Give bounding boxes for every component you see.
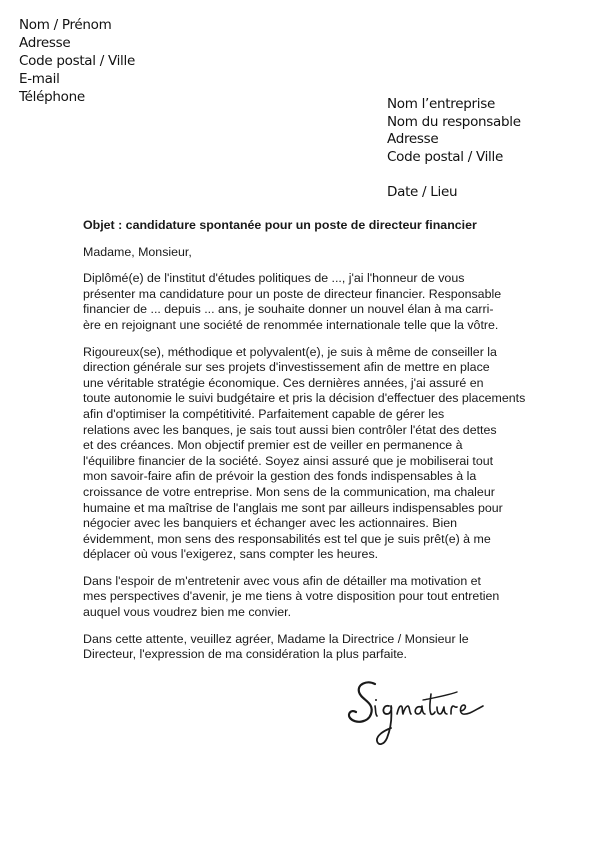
paragraph-line: direction générale sur ses projets d'investissement afin de mettre en place xyxy=(83,360,490,375)
paragraph-line: une véritable stratégie économique. Ces dernières années, j'ai assuré en xyxy=(83,375,484,390)
sender-block xyxy=(19,16,135,106)
paragraph-line: négocier avec les banquiers et échanger avec les actionnaires. Bien xyxy=(83,516,458,531)
handwritten-signature xyxy=(345,676,490,751)
paragraph-closing xyxy=(83,632,523,663)
paragraph-line: Dans l'espoir de m'entretenir avec vous afin de détailler ma motivation et xyxy=(83,573,481,588)
sender-phone: Téléphone xyxy=(19,89,85,105)
paragraph-qualities xyxy=(83,344,526,563)
paragraph-line: financier de ... depuis ... ans, je souhaite donner un nouvel élan à ma carri- xyxy=(83,302,494,317)
recipient-address: Adresse xyxy=(387,131,439,147)
paragraph-line: ère en rejoignant une société de renommée internationale telle que la vôtre. xyxy=(83,317,499,332)
paragraph-line: et des créances. Mon objectif premier est de veiller en permanence à xyxy=(83,438,463,453)
paragraph-line: Dans cette attente, veuillez agréer, Madame la Directrice / Monsieur le xyxy=(83,631,469,646)
sender-postal-city: Code postal / Ville xyxy=(19,53,135,69)
paragraph-introduction xyxy=(83,271,523,333)
sender-email: E-mail xyxy=(19,71,60,87)
paragraph-line: l'équilibre financier de la société. Soyez ainsi assuré que je mobiliserai tout xyxy=(83,453,494,468)
paragraph-interview xyxy=(83,574,523,621)
paragraph-line: évidemment, mon sens des responsabilités est tel que je suis prêt(e) à me xyxy=(83,531,491,546)
paragraph-line: relations avec les banques, je sais tout aussi bien contrôler l'état des dettes xyxy=(83,422,497,437)
date-place: Date / Lieu xyxy=(387,184,458,200)
recipient-block xyxy=(387,96,521,202)
paragraph-line: déplacer où vous l'exigerez, sans compter les heures. xyxy=(83,547,379,562)
paragraph-line: mes perspectives d'avenir, je me tiens à votre disposition pour tout entretien xyxy=(83,589,500,604)
paragraph-line: présenter ma candidature pour un poste de directeur financier. Responsable xyxy=(83,286,502,301)
sender-address: Adresse xyxy=(19,35,71,51)
paragraph-line: Diplômé(e) de l'institut d'études politiques de ..., j'ai l'honneur de vous xyxy=(83,271,465,286)
signature-strokes xyxy=(349,682,483,744)
recipient-postal-city: Code postal / Ville xyxy=(387,148,503,165)
paragraph-line: croissance de votre entreprise. Mon sens de la communication, ma chaleur xyxy=(83,484,495,499)
paragraph-line: toute autonomie le suivi budgétaire et pris la décision d'effectuer des placements xyxy=(83,391,526,406)
sender-name: Nom / Prénom xyxy=(19,17,112,33)
recipient-manager: Nom du responsable xyxy=(387,113,521,130)
paragraph-line: humaine et ma maîtrise de l'anglais me sont par ailleurs indispensables pour xyxy=(83,500,503,515)
letter-body xyxy=(83,218,526,674)
paragraph-line: Rigoureux(se), méthodique et polyvalent(e), je suis à même de conseiller la xyxy=(83,344,497,359)
paragraph-line: afin d'optimiser la compétitivité. Parfaitement capable de gérer les xyxy=(83,406,445,421)
letter-salutation: Madame, Monsieur, xyxy=(83,244,192,259)
letter-subject: Objet : candidature spontanée pour un poste de directeur financier xyxy=(83,218,477,232)
paragraph-line: Directeur, l'expression de ma considération la plus parfaite. xyxy=(83,647,408,662)
paragraph-line: mon savoir-faire afin de prévoir la gestion des fonds indispensables à la xyxy=(83,469,477,484)
recipient-company: Nom l’entreprise xyxy=(387,96,495,112)
paragraph-line: auquel vous voudrez bien me convier. xyxy=(83,605,292,620)
